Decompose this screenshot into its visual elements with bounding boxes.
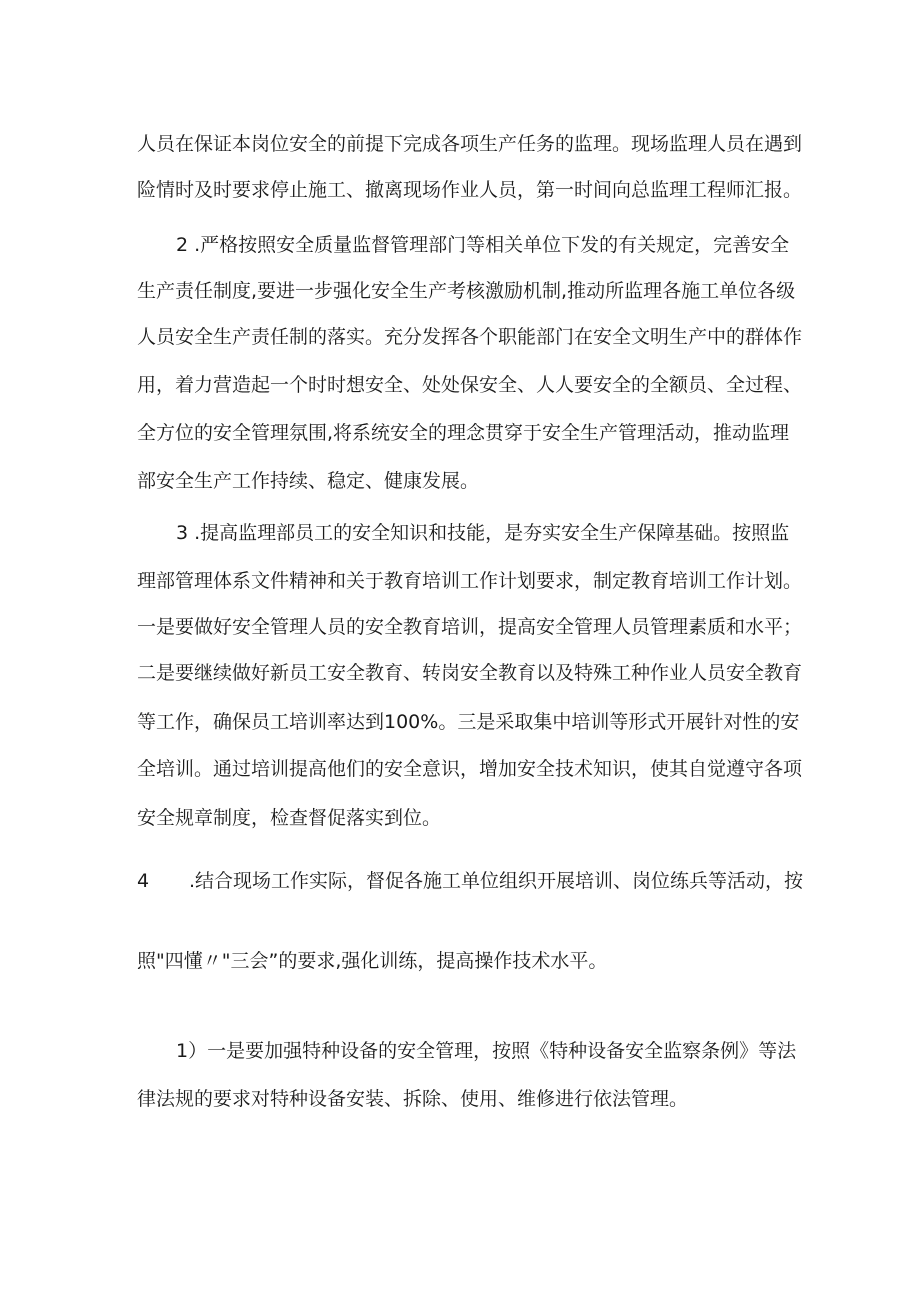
- paragraph-2-line-6: 部安全生产工作持续、稳定、健康发展。: [137, 470, 480, 492]
- paragraph-3-line-7: 安全规章制度，检查督促落实到位。: [137, 807, 442, 829]
- paragraph-5-line-1: 1）一是要加强特种设备的安全管理，按照《特种设备安全监察条例》等法: [176, 1040, 797, 1062]
- paragraph-5-line-2: 律法规的要求对特种设备安装、拆除、使用、维修进行依法管理。: [137, 1088, 689, 1110]
- paragraph-4-line-1: .结合现场工作实际，督促各施工单位组织开展培训、岗位练兵等活动，按: [189, 870, 804, 892]
- paragraph-4-number: 4: [137, 870, 150, 892]
- paragraph-3-line-2: 理部管理体系文件精神和关于教育培训工作计划要求，制定教育培训工作计划。: [137, 570, 803, 592]
- paragraph-2-line-2: 生产责任制度,要进一步强化安全生产考核激励机制,推动所监理各施工单位各级: [137, 280, 796, 302]
- paragraph-2-line-3: 人员安全生产责任制的落实。充分发挥各个职能部门在安全文明生产中的群体作: [137, 326, 803, 348]
- paragraph-3-line-1: 3 .提高监理部员工的安全知识和技能，是夯实安全生产保障基础。按照监: [176, 522, 790, 544]
- paragraph-2-line-1: 2 .严格按照安全质量监督管理部门等相关单位下发的有关规定，完善安全: [176, 234, 790, 256]
- paragraph-3-line-5: 等工作，确保员工培训率达到100%。三是采取集中培训等形式开展针对性的安: [137, 711, 800, 733]
- paragraph-3-line-4: 二是要继续做好新员工安全教育、转岗安全教育以及特殊工种作业人员安全教育: [137, 662, 803, 684]
- paragraph-1-line-2: 险情时及时要求停止施工、撤离现场作业人员，第一时间向总监理工程师汇报。: [137, 179, 803, 201]
- paragraph-3-line-3: 一是要做好安全管理人员的安全教育培训，提高安全管理人员管理素质和水平；: [137, 616, 803, 638]
- paragraph-3-line-6: 全培训。通过培训提高他们的安全意识，增加安全技术知识，使其自觉遵守各项: [137, 758, 803, 780]
- paragraph-2-line-5: 全方位的安全管理氛围,将系统安全的理念贯穿于安全生产管理活动，推动监理: [137, 422, 790, 444]
- paragraph-4-line-2: 照"四懂〃"三会”的要求,强化训练，提高操作技术水平。: [137, 950, 608, 972]
- paragraph-2-line-4: 用，着力营造起一个时时想安全、处处保安全、人人要安全的全额员、全过程、: [137, 374, 803, 396]
- paragraph-1-line-1: 人员在保证本岗位安全的前提下完成各项生产任务的监理。现场监理人员在遇到: [137, 133, 803, 155]
